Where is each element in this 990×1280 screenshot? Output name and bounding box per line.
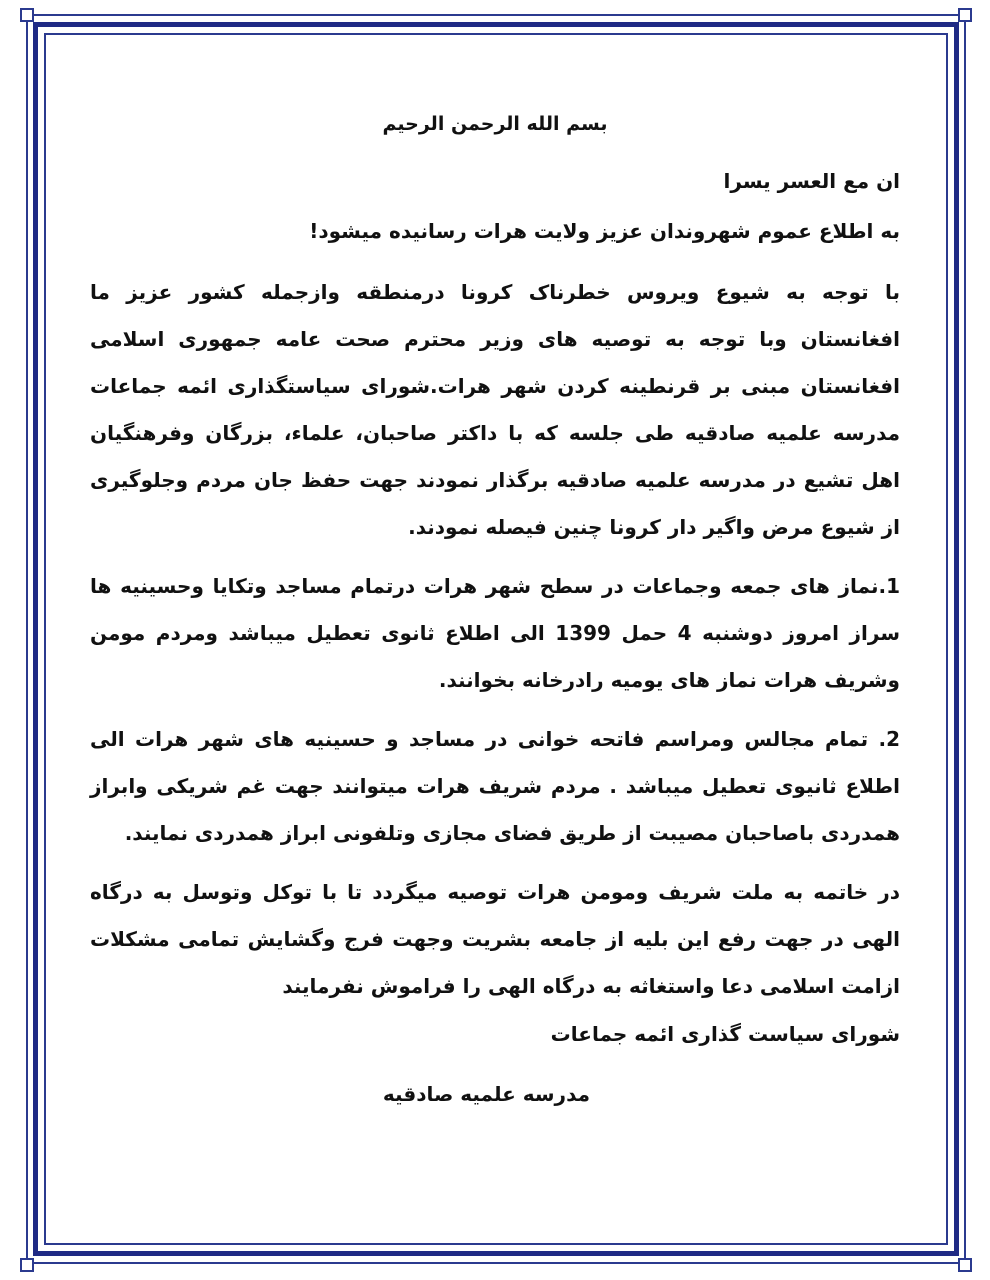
document-body [90,95,900,1106]
verse-line: ان مع العسر یسرا [723,169,900,193]
announcement-line: به اطلاع عموم شهروندان عزیز ولایت هرات رسانیده میشود! [309,219,900,243]
corner-ornament-top-left [20,8,34,22]
corner-ornament-bottom-left [20,1258,34,1272]
closing-paragraph: در خاتمه به ملت شریف ومومن هرات توصیه میگردد تا با توکل وتوسل به درگاه الهی در جهت رفع این بلیه از جامعه بشریت وجهت فرج وگشایش تمامی مشکلات ازامت اسلامی دعا واستغاثه به درگاه الهی را فراموش نفرمایند [90,880,900,998]
corner-ornament-bottom-right [958,1258,972,1272]
decision-item-2: 2. تمام مجالس ومراسم فاتحه خوانی در مساجد و حسینیه های شهر هرات الی اطلاع ثانیوی تعطیل میباشد . مردم شریف هرات میتوانند جهت غم شریکی وابراز همدردی باصاحبان مصیبت از طریق فضای مجازی وتلفونی ابراز همدردی نمایند. [90,727,900,845]
intro-paragraph: با توجه به شیوع ویروس خطرناک کرونا درمنطقه وازجمله کشور عزیز ما افغانستان وبا توجه به توصیه های وزیر محترم صحت عامه جمهوری اسلامی افغانستان مبنی بر قرنطینه کردن شهر هرات.شورای سیاستگذاری ائمه جماعات مدرسه علمیه صادقیه طی جلسه که با داکتر صاحبان، علماء، بزرگان وفرهنگیان اهل تشیع در مدرسه علمیه صادقیه برگذار نمودند جهت حفظ جان مردم وجلوگیری از شیوع مرض واگیر دار کرونا چنین فیصله نمودند. [90,280,900,539]
signature-school: مدرسه علمیه صادقیه [382,1082,590,1106]
signature-council: شورای سیاست گذاری ائمه جماعات [550,1022,900,1046]
corner-ornament-top-right [958,8,972,22]
decision-item-1: 1.نماز های جمعه وجماعات در سطح شهر هرات درتمام مساجد وتکایا وحسینیه ها سراز امروز دوشنبه 4 حمل 1399 الی اطلاع ثانوی تعطیل میباشد ومردم مومن وشریف هرات نماز های یومیه رادرخانه بخوانند. [90,574,900,692]
basmala-heading: بسم الله الرحمن الرحیم [382,113,608,135]
